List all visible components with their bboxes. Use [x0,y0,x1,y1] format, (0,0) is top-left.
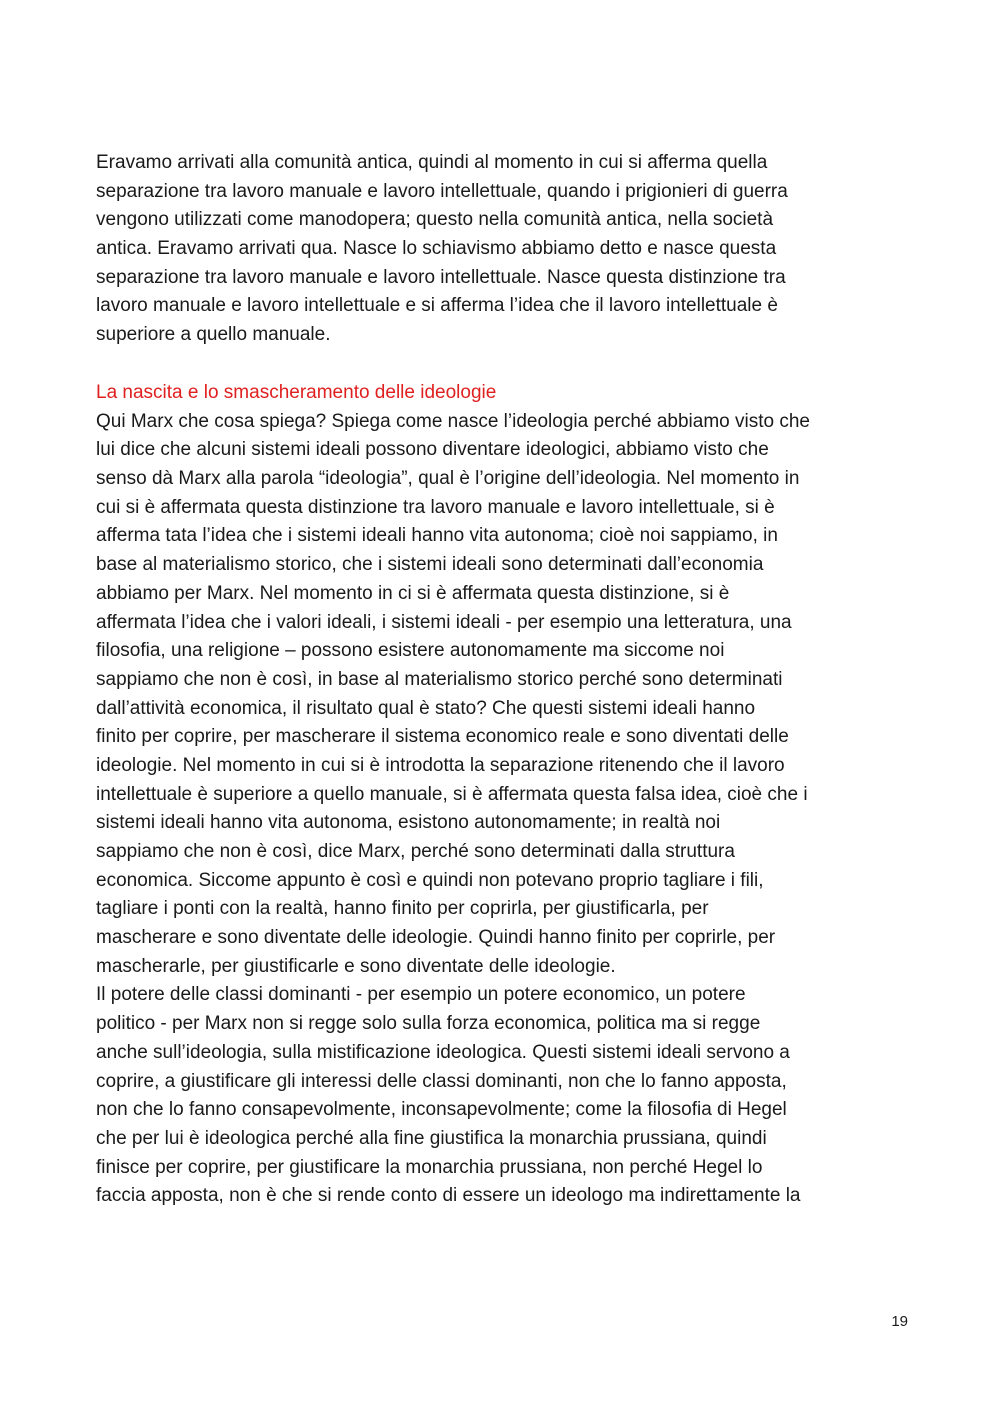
page-number: 19 [891,1313,908,1330]
text-line: separazione tra lavoro manuale e lavoro intellettuale, quando i prigionieri di guerra [96,180,788,202]
text-line: Il potere delle classi dominanti - per esempio un potere economico, un potere [96,984,746,1006]
text-line: faccia apposta, non è che si rende conto di essere un ideologo ma indirettamente la [96,1185,801,1207]
text-line: sappiamo che non è così, dice Marx, perché sono determinati dalla struttura [96,841,735,862]
text-line: che per lui è ideologica perché alla fine giustifica la monarchia prussiana, quindi [96,1127,767,1149]
text-line: sappiamo che non è così, in base al materialismo storico perché sono determinati [96,668,783,690]
text-line: finito per coprire, per mascherare il sistema economico reale e sono diventati delle [96,726,789,748]
section-heading: La nascita e lo smascheramento delle ideologie [96,382,497,403]
text-line: non che lo fanno consapevolmente, inconsapevolmente; come la filosofia di Hegel [96,1099,787,1121]
text-line: lui dice che alcuni sistemi ideali possono diventare ideologici, abbiamo visto che [96,439,769,461]
text-line: tagliare i ponti con la realtà, hanno finito per coprirla, per giustificarla, per [96,898,709,920]
text-line: separazione tra lavoro manuale e lavoro intellettuale. Nasce questa distinzione tra [96,266,786,288]
text-line: sistemi ideali hanno vita autonoma, esistono autonomamente; in realtà noi [96,812,721,834]
text-line: coprire, a giustificare gli interessi delle classi dominanti, non che lo fanno apposta, [96,1070,787,1092]
section [96,379,916,1211]
text-line: senso dà Marx alla parola “ideologia”, qual è l’origine dell’ideologia. Nel momento in [96,468,800,490]
text-line: filosofia, una religione – possono esistere autonomamente ma siccome noi [96,640,725,662]
text-line: mascherare e sono diventate delle ideologie. Quindi hanno finito per coprirle, per [96,927,776,949]
text-line: base al materialismo storico, che i sistemi ideali sono determinati dall’economia [96,554,764,576]
text-line: Qui Marx che cosa spiega? Spiega come nasce l’ideologia perché abbiamo visto che [96,410,810,432]
text-line: lavoro manuale e lavoro intellettuale e si afferma l’idea che il lavoro intellettuale è [96,295,778,317]
intro-paragraph [96,149,916,350]
text-line: mascherarle, per giustificarle e sono diventate delle ideologie. [96,955,616,977]
text-line: abbiamo per Marx. Nel momento in ci si è affermata questa distinzione, si è [96,582,730,604]
text-line: politico - per Marx non si regge solo sulla forza economica, politica ma si regge [96,1013,761,1035]
text-line: dall’attività economica, il risultato qual è stato? Che questi sistemi ideali hanno [96,697,756,719]
text-line: economica. Siccome appunto è così e quindi non potevano proprio tagliare i fili, [96,869,764,891]
text-line: intellettuale è superiore a quello manuale, si è affermata questa falsa idea, cioè che i [96,783,808,805]
text-line: vengono utilizzati come manodopera; questo nella comunità antica, nella società [96,209,774,231]
text-line: superiore a quello manuale. [96,324,331,346]
text-line: ideologie. Nel momento in cui si è introdotta la separazione ritenendo che il lavoro [96,754,785,776]
text-line: Eravamo arrivati alla comunità antica, quindi al momento in cui si afferma quella [96,152,768,173]
text-line: cui si è affermata questa distinzione tra lavoro manuale e lavoro intellettuale, si è [96,496,775,518]
text-line: antica. Eravamo arrivati qua. Nasce lo schiavismo abbiamo detto e nasce questa [96,238,777,260]
text-line: afferma tata l’idea che i sistemi ideali hanno vita autonoma; cioè noi sappiamo, in [96,525,778,547]
text-line: affermata l’idea che i valori ideali, i sistemi ideali - per esempio una letteratura, una [96,611,792,633]
text-line: finisce per coprire, per giustificare la monarchia prussiana, non perché Hegel lo [96,1156,763,1178]
text-line: anche sull’ideologia, sulla mistificazione ideologica. Questi sistemi ideali servono a [96,1041,790,1063]
